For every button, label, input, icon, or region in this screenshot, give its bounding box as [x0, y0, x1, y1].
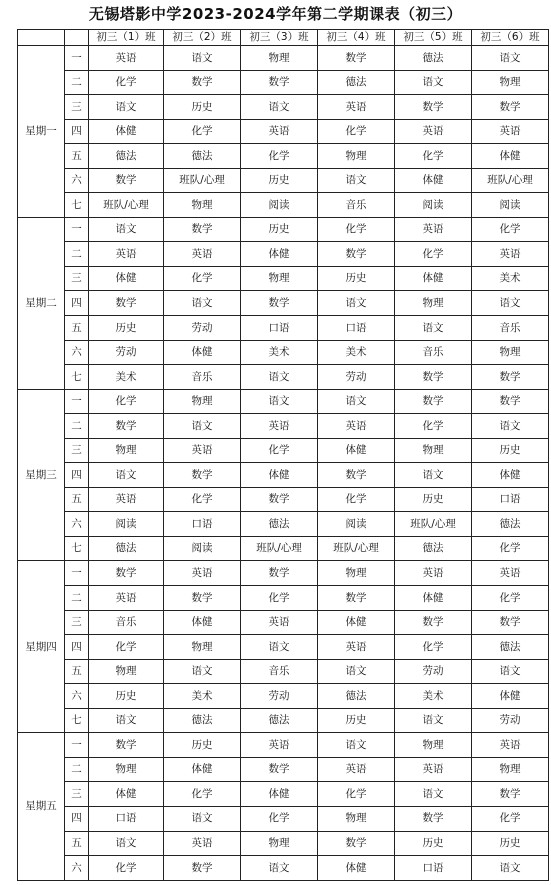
subject-cell: 语文	[89, 831, 164, 856]
subject-cell: 体健	[89, 119, 164, 144]
schedule-table	[17, 29, 549, 881]
subject-cell: 物理	[395, 438, 472, 463]
subject-cell: 数学	[472, 782, 549, 807]
subject-cell: 德法	[318, 70, 395, 95]
subject-cell: 体健	[472, 684, 549, 709]
subject-cell: 物理	[318, 561, 395, 586]
subject-cell: 化学	[164, 119, 241, 144]
table-row	[18, 806, 549, 831]
day-label: 星期五	[18, 733, 65, 880]
day-label: 星期二	[18, 217, 65, 389]
subject-cell: 班队/心理	[395, 512, 472, 537]
subject-cell: 数学	[241, 70, 318, 95]
subject-cell: 德法	[241, 512, 318, 537]
subject-cell: 劳动	[241, 684, 318, 709]
subject-cell: 化学	[89, 70, 164, 95]
subject-cell: 数学	[241, 561, 318, 586]
subject-cell: 语文	[318, 389, 395, 414]
subject-cell: 劳动	[318, 365, 395, 390]
subject-cell: 历史	[318, 266, 395, 291]
subject-cell: 物理	[241, 831, 318, 856]
subject-cell: 数学	[395, 806, 472, 831]
period-label: 一	[65, 733, 89, 758]
subject-cell: 化学	[395, 242, 472, 267]
subject-cell: 化学	[164, 266, 241, 291]
subject-cell: 英语	[241, 414, 318, 439]
subject-cell: 数学	[89, 291, 164, 316]
class-header: 初三（2）班	[164, 30, 241, 46]
subject-cell: 数学	[395, 389, 472, 414]
day-label: 星期三	[18, 389, 65, 561]
period-label: 七	[65, 708, 89, 733]
table-row	[18, 610, 549, 635]
subject-cell: 体健	[472, 463, 549, 488]
subject-cell: 物理	[395, 291, 472, 316]
subject-cell: 体健	[241, 242, 318, 267]
subject-cell: 英语	[318, 757, 395, 782]
period-label: 二	[65, 757, 89, 782]
header-day-cell	[18, 30, 65, 46]
subject-cell: 班队/心理	[241, 536, 318, 561]
subject-cell: 数学	[89, 561, 164, 586]
subject-cell: 物理	[395, 733, 472, 758]
period-label: 三	[65, 610, 89, 635]
subject-cell: 物理	[241, 266, 318, 291]
subject-cell: 历史	[164, 733, 241, 758]
subject-cell: 化学	[164, 782, 241, 807]
subject-cell: 德法	[164, 708, 241, 733]
subject-cell: 英语	[241, 610, 318, 635]
class-header: 初三（4）班	[318, 30, 395, 46]
subject-cell: 德法	[241, 708, 318, 733]
subject-cell: 音乐	[241, 659, 318, 684]
table-row	[18, 119, 549, 144]
subject-cell: 阅读	[241, 193, 318, 218]
table-row	[18, 291, 549, 316]
period-label: 四	[65, 291, 89, 316]
subject-cell: 音乐	[395, 340, 472, 365]
subject-cell: 数学	[472, 389, 549, 414]
period-label: 一	[65, 389, 89, 414]
subject-cell: 口语	[472, 487, 549, 512]
period-label: 一	[65, 46, 89, 71]
subject-cell: 英语	[318, 635, 395, 660]
subject-cell: 数学	[318, 46, 395, 71]
subject-cell: 体健	[241, 463, 318, 488]
subject-cell: 语文	[164, 806, 241, 831]
subject-cell: 德法	[318, 684, 395, 709]
subject-cell: 语文	[395, 782, 472, 807]
subject-cell: 体健	[395, 168, 472, 193]
subject-cell: 英语	[472, 561, 549, 586]
subject-cell: 口语	[395, 856, 472, 881]
table-row	[18, 46, 549, 71]
subject-cell: 阅读	[318, 512, 395, 537]
subject-cell: 数学	[472, 365, 549, 390]
period-label: 五	[65, 831, 89, 856]
table-row	[18, 242, 549, 267]
period-label: 七	[65, 536, 89, 561]
subject-cell: 英语	[395, 757, 472, 782]
table-row	[18, 561, 549, 586]
subject-cell: 口语	[164, 512, 241, 537]
header-period-cell	[65, 30, 89, 46]
subject-cell: 语文	[472, 414, 549, 439]
subject-cell: 英语	[89, 487, 164, 512]
table-row	[18, 586, 549, 611]
subject-cell: 化学	[472, 536, 549, 561]
period-label: 一	[65, 217, 89, 242]
subject-cell: 数学	[241, 487, 318, 512]
table-row	[18, 144, 549, 169]
subject-cell: 美术	[318, 340, 395, 365]
subject-cell: 劳动	[395, 659, 472, 684]
subject-cell: 数学	[472, 95, 549, 120]
subject-cell: 语文	[164, 414, 241, 439]
subject-cell: 音乐	[318, 193, 395, 218]
subject-cell: 历史	[395, 831, 472, 856]
class-header: 初三（5）班	[395, 30, 472, 46]
subject-cell: 体健	[318, 610, 395, 635]
table-row	[18, 757, 549, 782]
table-row	[18, 782, 549, 807]
subject-cell: 化学	[472, 217, 549, 242]
subject-cell: 英语	[241, 733, 318, 758]
subject-cell: 英语	[318, 414, 395, 439]
subject-cell: 数学	[164, 70, 241, 95]
period-label: 三	[65, 782, 89, 807]
subject-cell: 体健	[164, 757, 241, 782]
subject-cell: 化学	[395, 414, 472, 439]
subject-cell: 英语	[472, 242, 549, 267]
period-label: 五	[65, 659, 89, 684]
subject-cell: 物理	[472, 757, 549, 782]
subject-cell: 班队/心理	[89, 193, 164, 218]
subject-cell: 英语	[395, 217, 472, 242]
subject-cell: 物理	[89, 438, 164, 463]
subject-cell: 物理	[89, 757, 164, 782]
subject-cell: 语文	[395, 708, 472, 733]
subject-cell: 物理	[318, 806, 395, 831]
table-row	[18, 659, 549, 684]
subject-cell: 语文	[241, 95, 318, 120]
subject-cell: 语文	[395, 463, 472, 488]
subject-cell: 劳动	[472, 708, 549, 733]
table-row	[18, 463, 549, 488]
subject-cell: 语文	[241, 365, 318, 390]
subject-cell: 数学	[164, 586, 241, 611]
subject-cell: 英语	[472, 119, 549, 144]
table-row	[18, 193, 549, 218]
subject-cell: 英语	[89, 586, 164, 611]
subject-cell: 美术	[89, 365, 164, 390]
subject-cell: 英语	[164, 831, 241, 856]
subject-cell: 体健	[318, 856, 395, 881]
subject-cell: 音乐	[164, 365, 241, 390]
subject-cell: 数学	[241, 757, 318, 782]
subject-cell: 劳动	[89, 340, 164, 365]
table-row	[18, 95, 549, 120]
subject-cell: 数学	[318, 463, 395, 488]
subject-cell: 化学	[318, 782, 395, 807]
subject-cell: 英语	[395, 561, 472, 586]
table-row	[18, 856, 549, 881]
table-row	[18, 168, 549, 193]
subject-cell: 化学	[89, 856, 164, 881]
table-row	[18, 438, 549, 463]
class-header: 初三（3）班	[241, 30, 318, 46]
subject-cell: 物理	[318, 144, 395, 169]
subject-cell: 美术	[241, 340, 318, 365]
subject-cell: 阅读	[395, 193, 472, 218]
subject-cell: 德法	[89, 144, 164, 169]
schedule-body	[18, 30, 549, 881]
subject-cell: 历史	[89, 684, 164, 709]
subject-cell: 口语	[89, 806, 164, 831]
subject-cell: 语文	[89, 463, 164, 488]
subject-cell: 语文	[318, 659, 395, 684]
subject-cell: 化学	[241, 144, 318, 169]
subject-cell: 体健	[164, 610, 241, 635]
period-label: 六	[65, 684, 89, 709]
table-row	[18, 536, 549, 561]
subject-cell: 语文	[472, 856, 549, 881]
period-label: 五	[65, 487, 89, 512]
subject-cell: 语文	[318, 291, 395, 316]
subject-cell: 体健	[164, 340, 241, 365]
subject-cell: 数学	[318, 831, 395, 856]
subject-cell: 英语	[164, 561, 241, 586]
subject-cell: 化学	[318, 217, 395, 242]
subject-cell: 物理	[472, 70, 549, 95]
table-row	[18, 635, 549, 660]
period-label: 三	[65, 438, 89, 463]
subject-cell: 数学	[395, 365, 472, 390]
subject-cell: 数学	[395, 95, 472, 120]
subject-cell: 化学	[164, 487, 241, 512]
subject-cell: 化学	[472, 586, 549, 611]
table-row	[18, 266, 549, 291]
subject-cell: 历史	[89, 316, 164, 341]
subject-cell: 数学	[164, 217, 241, 242]
subject-cell: 德法	[472, 512, 549, 537]
subject-cell: 语文	[318, 733, 395, 758]
subject-cell: 语文	[89, 708, 164, 733]
period-label: 二	[65, 586, 89, 611]
subject-cell: 德法	[395, 536, 472, 561]
period-label: 四	[65, 119, 89, 144]
subject-cell: 班队/心理	[318, 536, 395, 561]
subject-cell: 化学	[89, 635, 164, 660]
subject-cell: 语文	[395, 70, 472, 95]
period-label: 二	[65, 70, 89, 95]
subject-cell: 美术	[164, 684, 241, 709]
table-row	[18, 389, 549, 414]
subject-cell: 体健	[395, 266, 472, 291]
subject-cell: 化学	[395, 635, 472, 660]
period-label: 三	[65, 95, 89, 120]
subject-cell: 数学	[89, 733, 164, 758]
subject-cell: 阅读	[472, 193, 549, 218]
subject-cell: 体健	[395, 586, 472, 611]
subject-cell: 物理	[164, 193, 241, 218]
subject-cell: 德法	[89, 536, 164, 561]
subject-cell: 语文	[89, 95, 164, 120]
subject-cell: 历史	[472, 438, 549, 463]
period-label: 四	[65, 463, 89, 488]
subject-cell: 德法	[164, 144, 241, 169]
subject-cell: 英语	[241, 119, 318, 144]
table-row	[18, 684, 549, 709]
table-row	[18, 217, 549, 242]
subject-cell: 德法	[395, 46, 472, 71]
period-label: 七	[65, 193, 89, 218]
subject-cell: 体健	[89, 266, 164, 291]
subject-cell: 物理	[472, 340, 549, 365]
subject-cell: 物理	[89, 659, 164, 684]
subject-cell: 化学	[472, 806, 549, 831]
subject-cell: 化学	[241, 438, 318, 463]
subject-cell: 口语	[241, 316, 318, 341]
subject-cell: 美术	[472, 266, 549, 291]
period-label: 四	[65, 635, 89, 660]
period-label: 六	[65, 340, 89, 365]
period-label: 一	[65, 561, 89, 586]
table-row	[18, 831, 549, 856]
subject-cell: 阅读	[89, 512, 164, 537]
subject-cell: 德法	[472, 635, 549, 660]
table-row	[18, 340, 549, 365]
subject-cell: 英语	[395, 119, 472, 144]
subject-cell: 阅读	[164, 536, 241, 561]
subject-cell: 物理	[241, 46, 318, 71]
subject-cell: 数学	[164, 463, 241, 488]
class-header: 初三（1）班	[89, 30, 164, 46]
subject-cell: 班队/心理	[472, 168, 549, 193]
table-row	[18, 512, 549, 537]
table-row	[18, 70, 549, 95]
subject-cell: 语文	[472, 291, 549, 316]
period-label: 五	[65, 144, 89, 169]
period-label: 二	[65, 414, 89, 439]
subject-cell: 英语	[164, 242, 241, 267]
subject-cell: 化学	[89, 389, 164, 414]
subject-cell: 化学	[395, 144, 472, 169]
subject-cell: 语文	[472, 659, 549, 684]
subject-cell: 化学	[318, 487, 395, 512]
table-row	[18, 487, 549, 512]
subject-cell: 语文	[318, 168, 395, 193]
subject-cell: 体健	[472, 144, 549, 169]
page-title: 无锡塔影中学2023-2024学年第二学期课表（初三）	[88, 5, 463, 23]
subject-cell: 英语	[164, 438, 241, 463]
subject-cell: 数学	[89, 168, 164, 193]
subject-cell: 数学	[241, 291, 318, 316]
subject-cell: 体健	[318, 438, 395, 463]
subject-cell: 语文	[241, 635, 318, 660]
period-label: 二	[65, 242, 89, 267]
subject-cell: 美术	[395, 684, 472, 709]
subject-cell: 劳动	[164, 316, 241, 341]
subject-cell: 数学	[472, 610, 549, 635]
subject-cell: 历史	[395, 487, 472, 512]
subject-cell: 语文	[164, 659, 241, 684]
subject-cell: 数学	[318, 586, 395, 611]
class-header: 初三（6）班	[472, 30, 549, 46]
period-label: 三	[65, 266, 89, 291]
subject-cell: 物理	[164, 389, 241, 414]
subject-cell: 语文	[241, 389, 318, 414]
table-row	[18, 708, 549, 733]
subject-cell: 体健	[89, 782, 164, 807]
subject-cell: 英语	[472, 733, 549, 758]
subject-cell: 数学	[164, 856, 241, 881]
subject-cell: 体健	[241, 782, 318, 807]
period-label: 七	[65, 365, 89, 390]
subject-cell: 语文	[89, 217, 164, 242]
subject-cell: 历史	[318, 708, 395, 733]
period-label: 六	[65, 168, 89, 193]
table-row	[18, 365, 549, 390]
subject-cell: 历史	[241, 217, 318, 242]
table-row	[18, 316, 549, 341]
period-label: 四	[65, 806, 89, 831]
subject-cell: 音乐	[89, 610, 164, 635]
subject-cell: 物理	[164, 635, 241, 660]
subject-cell: 英语	[318, 95, 395, 120]
period-label: 五	[65, 316, 89, 341]
subject-cell: 数学	[89, 414, 164, 439]
subject-cell: 历史	[241, 168, 318, 193]
subject-cell: 化学	[241, 586, 318, 611]
day-label: 星期四	[18, 561, 65, 733]
subject-cell: 语文	[241, 856, 318, 881]
subject-cell: 化学	[318, 119, 395, 144]
subject-cell: 音乐	[472, 316, 549, 341]
table-row	[18, 733, 549, 758]
subject-cell: 历史	[472, 831, 549, 856]
subject-cell: 数学	[318, 242, 395, 267]
subject-cell: 英语	[89, 46, 164, 71]
table-row	[18, 414, 549, 439]
period-label: 六	[65, 856, 89, 881]
subject-cell: 英语	[89, 242, 164, 267]
subject-cell: 班队/心理	[164, 168, 241, 193]
subject-cell: 语文	[164, 291, 241, 316]
subject-cell: 数学	[395, 610, 472, 635]
subject-cell: 语文	[164, 46, 241, 71]
subject-cell: 口语	[318, 316, 395, 341]
subject-cell: 历史	[164, 95, 241, 120]
subject-cell: 语文	[472, 46, 549, 71]
subject-cell: 语文	[395, 316, 472, 341]
period-label: 六	[65, 512, 89, 537]
day-label: 星期一	[18, 46, 65, 218]
subject-cell: 化学	[241, 806, 318, 831]
header-row	[18, 30, 549, 46]
